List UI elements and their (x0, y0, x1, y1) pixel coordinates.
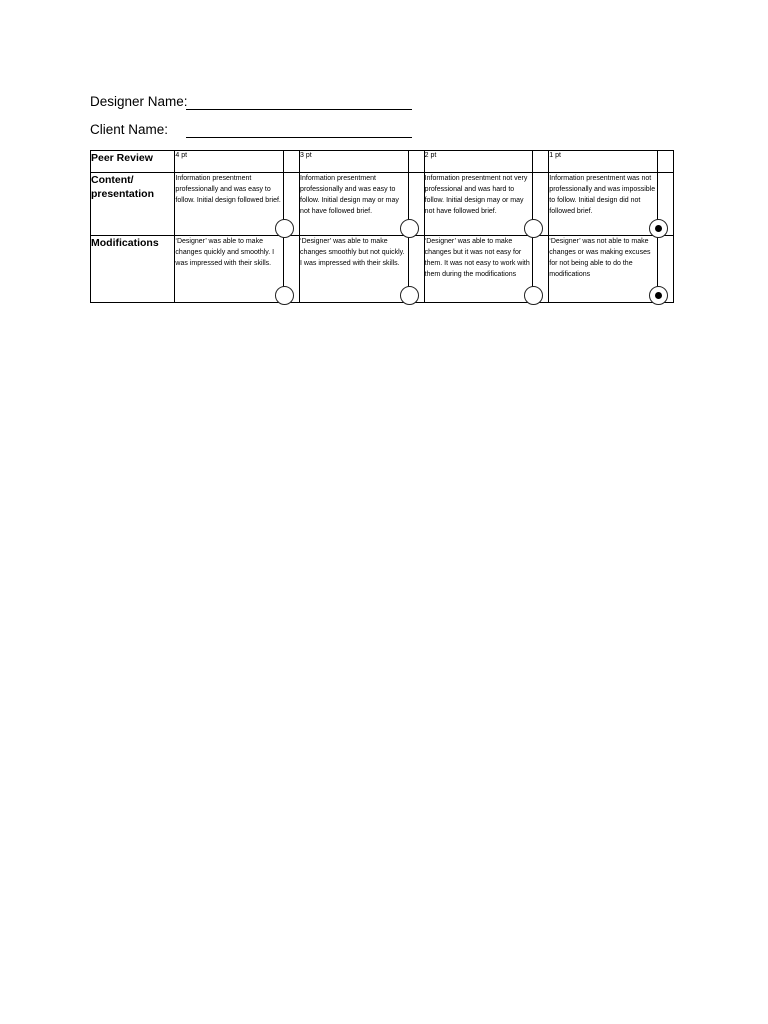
designer-name-input[interactable] (186, 109, 412, 110)
score-check-header (283, 151, 299, 173)
criterion-description: ‘Designer’ was not able to make changes or was making excuses for not being able to do the modifications (549, 236, 658, 303)
radio-button[interactable] (649, 286, 668, 305)
designer-name-label: Designer Name: (90, 94, 188, 109)
score-header-3: 3 pt (300, 151, 409, 173)
rubric-header-row (91, 151, 674, 173)
criterion-label: Content/ presentation (91, 173, 175, 236)
rubric-row-modifications (91, 236, 674, 303)
score-check-header (533, 151, 549, 173)
radio-button[interactable] (275, 286, 294, 305)
peer-review-rubric (90, 150, 674, 303)
score-header-2: 2 pt (424, 151, 533, 173)
criterion-description: Information presentment professionally and was easy to follow. Initial design followed brief. (175, 173, 284, 236)
rubric-title: Peer Review (91, 151, 175, 173)
radio-button[interactable] (524, 286, 543, 305)
criterion-description: Information presentment not very professional and was hard to follow. Initial design may or may not have followed brief. (424, 173, 533, 236)
criterion-label: Modifications (91, 236, 175, 303)
score-check-header (657, 151, 673, 173)
rubric-row-content-presentation (91, 173, 674, 236)
client-name-field (90, 122, 420, 142)
score-header-1: 1 pt (549, 151, 658, 173)
criterion-description: Information presentment was not professionally and was impossible to follow. Initial design did not followed brief. (549, 173, 658, 236)
criterion-description: ‘Designer’ was able to make changes smoothly but not quickly. I was impressed with their skills. (300, 236, 409, 303)
designer-name-field (90, 94, 420, 114)
score-check-header (408, 151, 424, 173)
client-name-input[interactable] (186, 137, 412, 138)
criterion-description: ‘Designer’ was able to make changes but it was not easy for them. It was not easy to work with them during the modifications (424, 236, 533, 303)
criterion-description: ‘Designer’ was able to make changes quickly and smoothly. I was impressed with their skills. (175, 236, 284, 303)
criterion-description: Information presentment professionally and was easy to follow. Initial design may or may not have followed brief. (300, 173, 409, 236)
radio-button[interactable] (400, 286, 419, 305)
score-header-4: 4 pt (175, 151, 284, 173)
client-name-label: Client Name: (90, 122, 169, 137)
